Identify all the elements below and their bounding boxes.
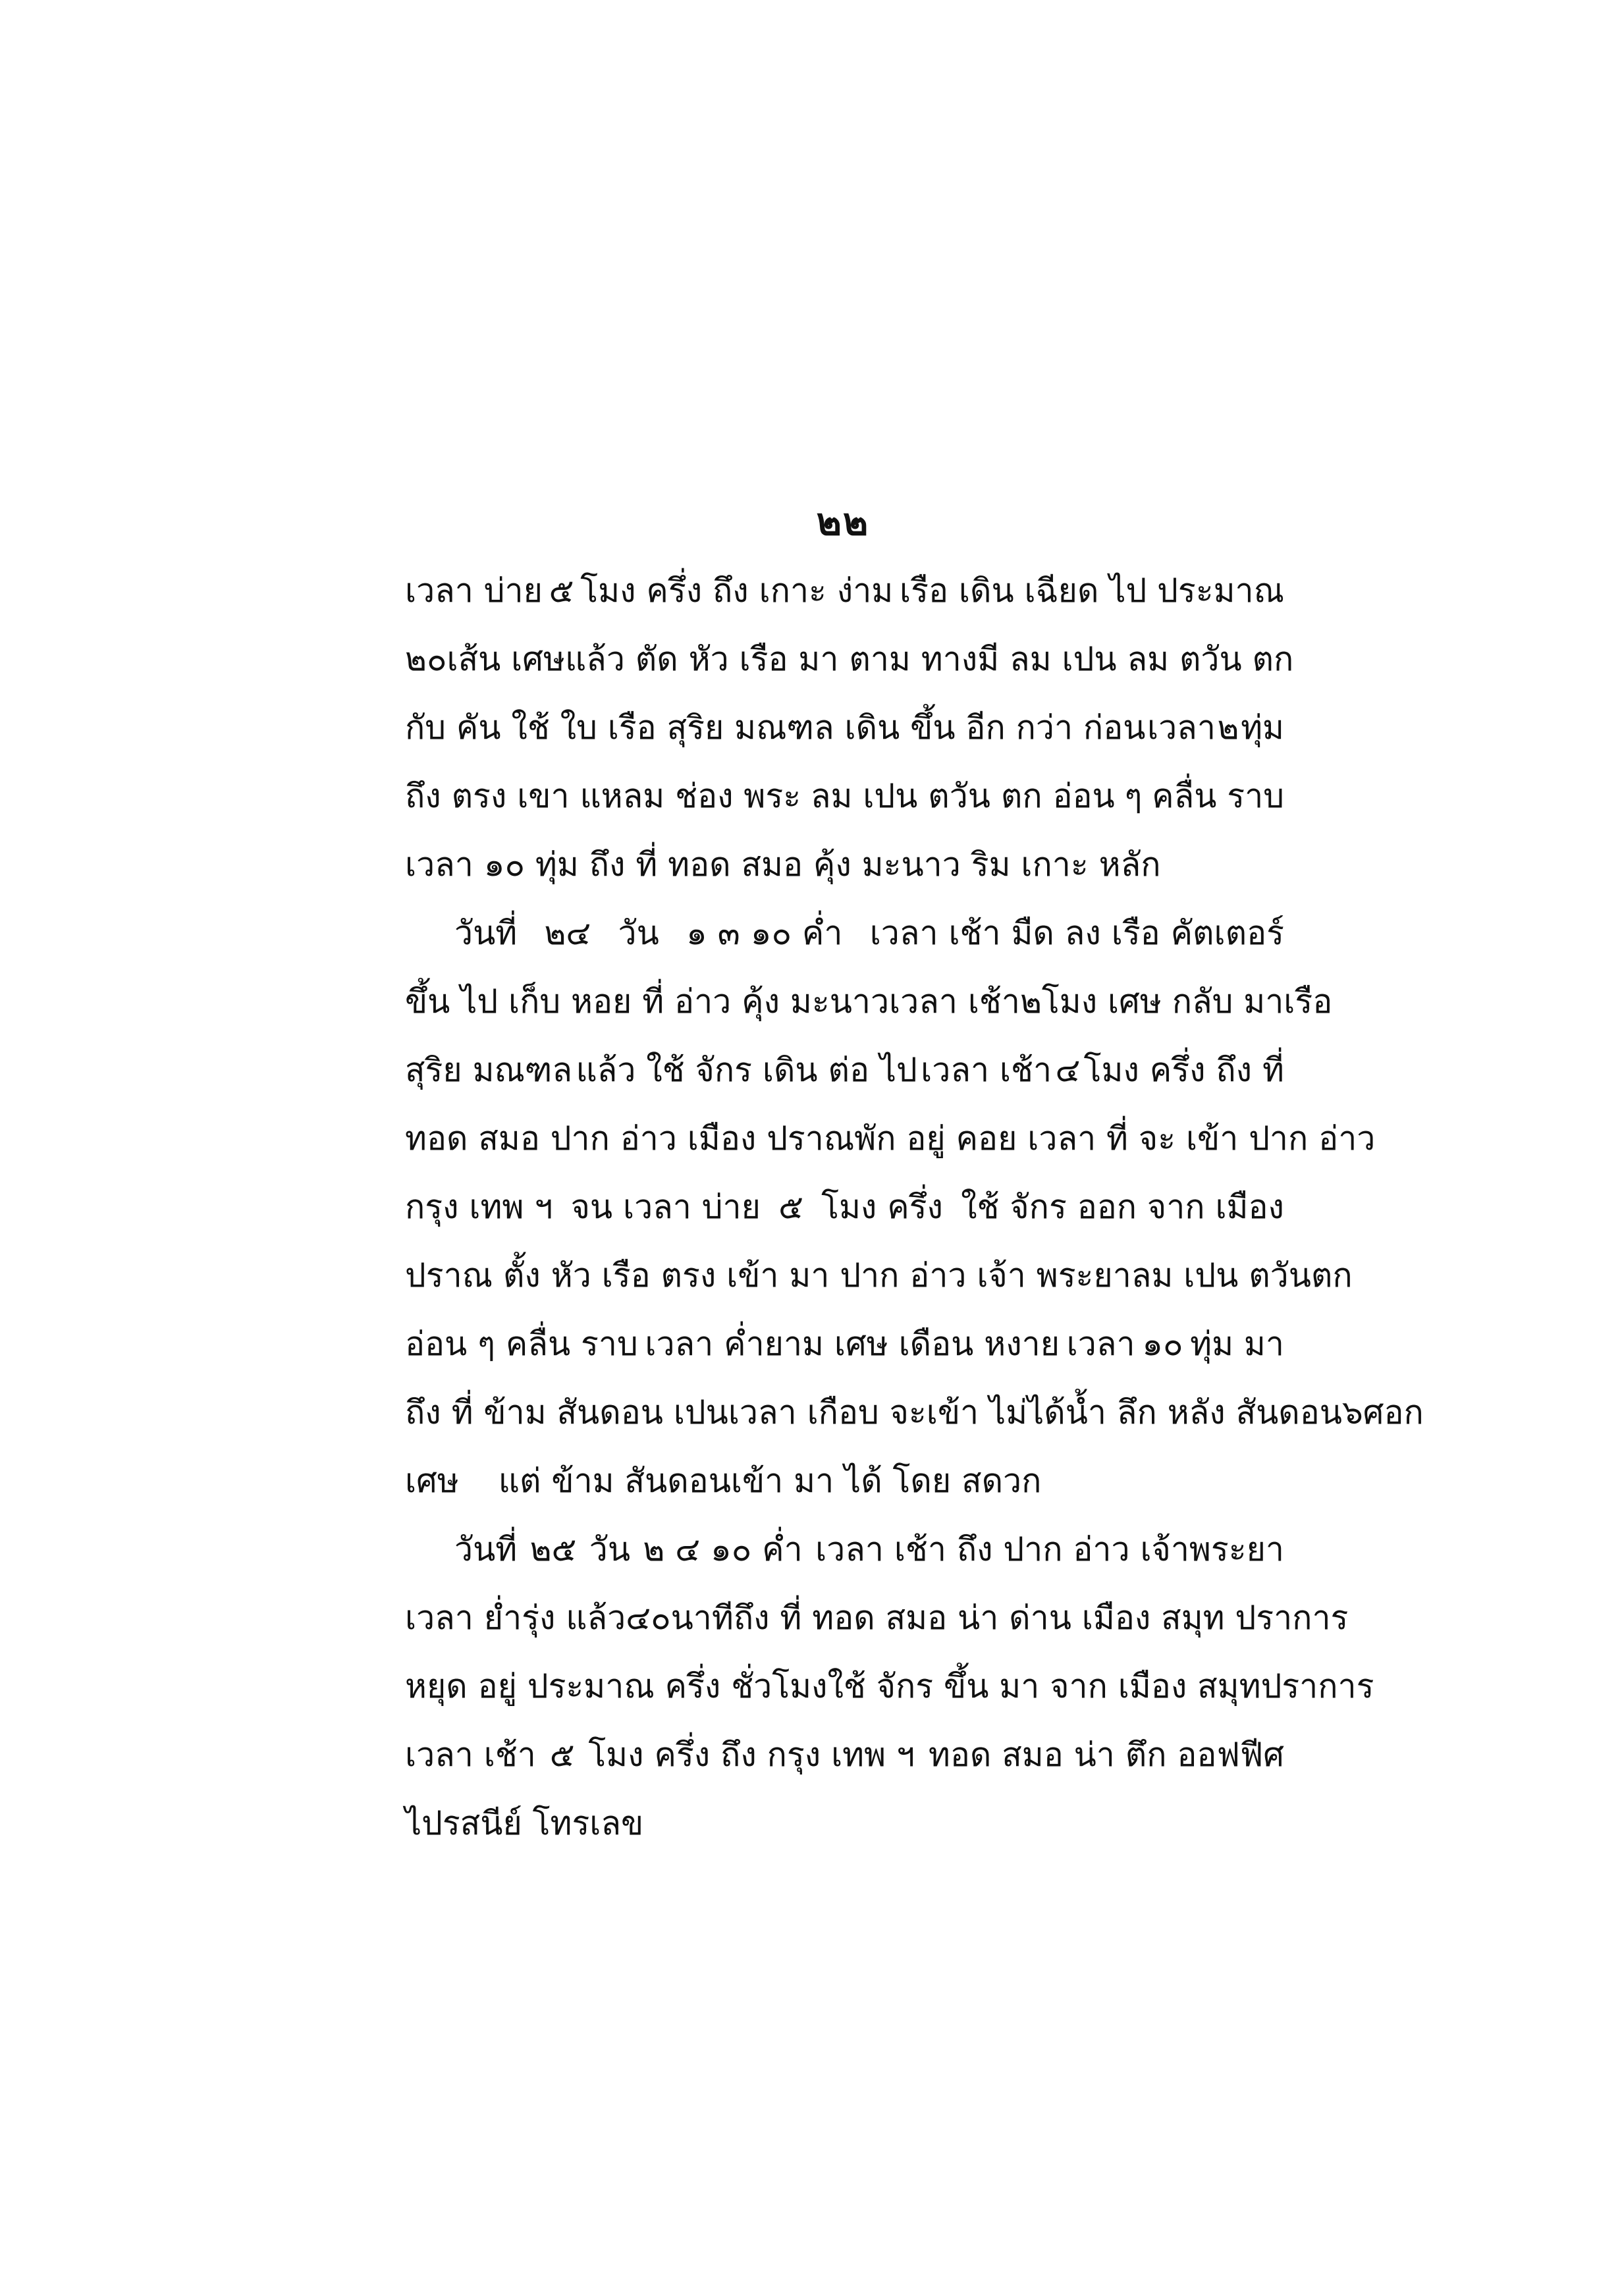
text-segment: ๖ xyxy=(1341,1393,1363,1431)
text-segment: อ่อน ๆ คลื่น ราบ xyxy=(405,1325,638,1363)
text-segment: ๕ xyxy=(549,572,574,610)
text-segment: พัก อยู่ คอย เวลา ที่ จะ เข้า ปาก อ่าว xyxy=(854,1119,1376,1158)
text-segment: เศษ xyxy=(405,1462,459,1500)
text-segment: เวลา เช้า xyxy=(921,1051,1052,1089)
text-segment: ถึง ที่ ข้าม สันดอน เปนเวลา เกือบ จะเข้า ไม่ได้ xyxy=(405,1393,1066,1431)
text-segment: เวลา ๑๐ ทุ่ม ถึง ที่ ทอด สมอ คุ้ง มะนาว ริม เกาะ หลัก xyxy=(405,845,1161,884)
text-segment: เส้น เศษ xyxy=(446,640,565,678)
text-line xyxy=(405,1447,1284,1515)
text-line xyxy=(405,899,1284,967)
text-segment: ทุ่ม มา xyxy=(1190,1325,1284,1363)
text-segment: คลื่น ราบ xyxy=(1152,777,1284,815)
text-segment: วันที่ xyxy=(454,1530,518,1568)
text-segment: เวลา เช้า xyxy=(889,982,1020,1021)
text-segment: ๔๐ xyxy=(626,1599,671,1637)
text-segment: เวลา บ่าย xyxy=(405,572,543,610)
text-segment: ๑๐ xyxy=(1142,1325,1183,1363)
text-line xyxy=(405,1241,1353,1310)
text-segment: เวลา xyxy=(1066,1325,1135,1363)
text-line xyxy=(405,762,1284,830)
page-number: ๒๒ xyxy=(816,499,870,544)
text-segment: แต่ ข้าม สันดอนเข้า มา ได้ โดย สดวก xyxy=(498,1462,1042,1500)
text-segment: ลม เปน ตวันตก xyxy=(1131,1256,1353,1295)
text-segment: ๕ xyxy=(778,1188,803,1226)
text-segment: ไปรสนีย์ โทรเลข xyxy=(405,1804,644,1842)
text-segment: เวลา ย่ำรุ่ง แล้ว xyxy=(405,1599,626,1637)
text-segment: ใช้ จักร ขึ้น มา จาก เมือง สมุทปราการ xyxy=(827,1667,1374,1705)
text-segment: ถึง ที่ ทอด สมอ น่า ด่าน เมือง สมุท ปราการ xyxy=(733,1599,1349,1637)
text-segment: เวลา เช้า มืด ลง เรือ คัตเตอร์ xyxy=(869,914,1284,952)
text-segment: โมง เศษ กลับ มาเรือ xyxy=(1041,982,1333,1021)
text-line xyxy=(405,1721,1284,1789)
text-line xyxy=(405,1310,1284,1378)
text-segment: กับ คัน ใช้ ใบ เรือ สุริย มณฑล เดิน ขึ้น อีก กว่า ก่อน xyxy=(405,708,1146,747)
text-line xyxy=(405,1378,1424,1447)
text-segment: กรุง เทพ ฯ xyxy=(405,1188,553,1226)
text-segment: ศอก xyxy=(1363,1393,1424,1431)
text-segment: ๒ ๔ ๑๐ ค่ำ xyxy=(643,1530,803,1568)
text-segment: ๒ xyxy=(1019,982,1042,1021)
text-segment: ทอด สมอ ปาก อ่าว เมือง ปราณ xyxy=(405,1119,855,1158)
text-segment: เวลา เช้า ถึง ปาก อ่าว เจ้าพระยา xyxy=(815,1530,1284,1568)
text-segment: เวลา xyxy=(1147,708,1216,747)
text-segment: เวลา ค่ำยาม เศษ เดือน หงาย xyxy=(645,1325,1060,1363)
text-segment: โมง ครึ่ง ถึง เกาะ ง่าม xyxy=(580,572,894,610)
text-segment: โมง ครึ่ง xyxy=(821,1188,943,1226)
text-segment: วันที่ xyxy=(454,914,518,952)
text-line xyxy=(405,830,1284,899)
text-segment: ใช้ จักร ออก จาก เมือง xyxy=(961,1188,1284,1226)
text-segment: มี ลม เปน ลม ตวัน ตก xyxy=(977,640,1294,678)
text-segment: นาที xyxy=(670,1599,734,1637)
text-line xyxy=(405,1652,1374,1721)
text-line xyxy=(405,1789,1284,1857)
text-segment: หยุด อยู่ ประมาณ ครึ่ง ชั่วโมง xyxy=(405,1667,828,1705)
text-segment: ทอด สมอ น่า ตึก ออฟฟีศ xyxy=(928,1736,1284,1774)
text-segment: ทุ่ม xyxy=(1241,708,1284,747)
text-line xyxy=(405,967,1333,1036)
text-segment: ถึง ตรง เขา แหลม ช่อง พระ xyxy=(405,777,801,815)
text-segment: ๆ xyxy=(1124,777,1143,815)
text-line xyxy=(405,625,1294,693)
text-segment: ๕ xyxy=(549,1736,575,1774)
text-segment: โมง ครึ่ง ถึง กรุง เทพ ฯ xyxy=(588,1736,915,1774)
text-line xyxy=(405,1104,1376,1173)
body-text xyxy=(405,556,1424,1857)
text-segment: สุริย มณฑล xyxy=(405,1051,573,1089)
text-segment: เวลา เช้า xyxy=(405,1736,536,1774)
text-segment: เรือ เดิน เฉียด ไป ประมาณ xyxy=(900,572,1284,610)
text-line xyxy=(405,1036,1284,1104)
text-segment: ๒๐ xyxy=(405,640,447,678)
text-segment: ๑ ๓ ๑๐ ค่ำ xyxy=(686,914,843,952)
text-segment: น้ำ ลึก หลัง สันดอน xyxy=(1065,1393,1342,1431)
text-segment: แล้ว ใช้ จักร เดิน ต่อ ไป xyxy=(576,1051,917,1089)
text-segment: ๔ xyxy=(1055,1051,1081,1089)
text-segment: จน เวลา บ่าย xyxy=(570,1188,761,1226)
text-segment: ปราณ ตั้ง หัว เรือ ตรง เข้า มา ปาก อ่าว เจ้า พระยา xyxy=(405,1256,1131,1295)
text-segment: วัน xyxy=(618,914,659,952)
text-segment: ๒ xyxy=(1217,708,1239,747)
text-segment: ๒๔ xyxy=(544,914,591,952)
text-segment: วัน xyxy=(589,1530,631,1568)
text-line xyxy=(405,1584,1349,1652)
text-line xyxy=(405,693,1284,762)
text-segment: โมง ครึ่ง ถึง ที่ xyxy=(1083,1051,1284,1089)
text-line xyxy=(405,1515,1284,1584)
text-line xyxy=(405,1173,1284,1241)
text-segment: ๒๕ xyxy=(529,1530,577,1568)
text-segment: แล้ว ตัด หัว เรือ มา ตาม ทาง xyxy=(564,640,978,678)
text-line xyxy=(405,556,1284,625)
text-segment: ขึ้น ไป เก็บ หอย ที่ อ่าว คุ้ง มะนาว xyxy=(405,982,890,1021)
text-segment: ลม เปน ตวัน ตก อ่อน xyxy=(810,777,1115,815)
